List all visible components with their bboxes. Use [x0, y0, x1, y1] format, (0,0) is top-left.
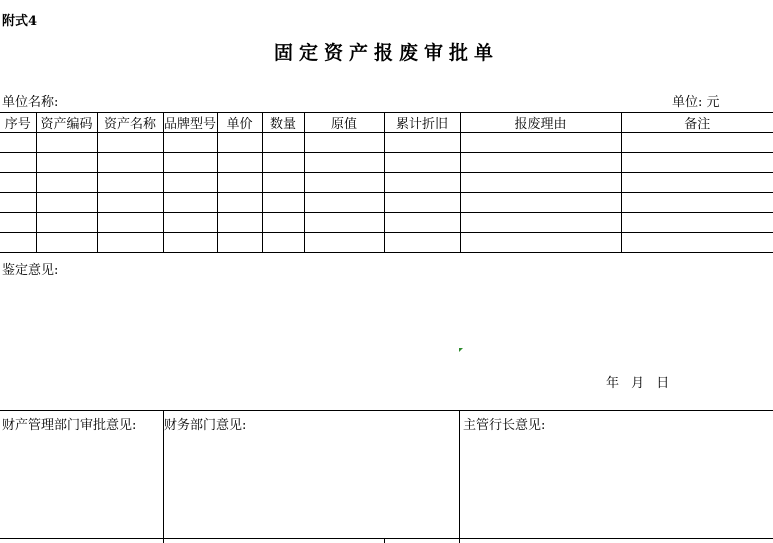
table-cell[interactable]	[304, 153, 384, 173]
col-header-remarks: 备注	[621, 113, 773, 133]
appendix-label: 附式4	[2, 14, 38, 29]
table-row	[0, 213, 773, 233]
finance-dept-opinion-label: 财务部门意见:	[164, 418, 247, 433]
table-cell[interactable]	[384, 153, 460, 173]
table-cell[interactable]	[304, 193, 384, 213]
asset-table	[0, 112, 773, 253]
table-cell[interactable]	[163, 193, 217, 213]
table-cell[interactable]	[36, 153, 97, 173]
form-title: 固定资产报废审批单	[273, 42, 499, 64]
table-cell[interactable]	[217, 193, 262, 213]
table-cell[interactable]	[621, 233, 773, 253]
table-cell[interactable]	[36, 213, 97, 233]
cell-marker	[459, 348, 463, 352]
table-cell[interactable]	[36, 193, 97, 213]
col-header-reason: 报废理由	[460, 113, 621, 133]
col-header-brand-model: 品牌型号	[163, 113, 217, 133]
table-cell[interactable]	[621, 173, 773, 193]
president-opinion-label: 主管行长意见:	[463, 418, 546, 433]
table-row	[0, 133, 773, 153]
table-cell[interactable]	[217, 213, 262, 233]
asset-dept-opinion-label: 财产管理部门审批意见:	[2, 418, 137, 433]
appraisal-date: 年 月 日	[606, 376, 670, 391]
table-cell[interactable]	[217, 233, 262, 253]
table-cell[interactable]	[460, 213, 621, 233]
table-cell[interactable]	[262, 133, 304, 153]
table-cell[interactable]	[163, 133, 217, 153]
unit-name-label: 单位名称:	[2, 95, 59, 110]
bottom-border	[0, 538, 773, 539]
column-divider	[459, 410, 460, 543]
table-cell[interactable]	[36, 233, 97, 253]
table-cell[interactable]	[97, 133, 163, 153]
table-cell[interactable]	[262, 233, 304, 253]
section-divider	[0, 410, 773, 411]
table-cell[interactable]	[460, 133, 621, 153]
table-cell[interactable]	[262, 193, 304, 213]
table-cell[interactable]	[460, 193, 621, 213]
table-cell[interactable]	[304, 173, 384, 193]
col-header-depreciation: 累计折旧	[384, 113, 460, 133]
table-cell[interactable]	[262, 153, 304, 173]
table-cell[interactable]	[621, 213, 773, 233]
table-cell[interactable]	[36, 133, 97, 153]
table-cell[interactable]	[262, 213, 304, 233]
col-header-unit-price: 单价	[217, 113, 262, 133]
col-header-asset-code: 资产编码	[36, 113, 97, 133]
table-cell[interactable]	[262, 173, 304, 193]
table-cell[interactable]	[0, 133, 36, 153]
col-header-original-value: 原值	[304, 113, 384, 133]
table-cell[interactable]	[97, 193, 163, 213]
table-cell[interactable]	[217, 153, 262, 173]
table-cell[interactable]	[163, 233, 217, 253]
col-header-seq: 序号	[0, 113, 36, 133]
col-header-quantity: 数量	[262, 113, 304, 133]
table-cell[interactable]	[460, 173, 621, 193]
table-cell[interactable]	[621, 193, 773, 213]
table-cell[interactable]	[0, 153, 36, 173]
table-cell[interactable]	[97, 233, 163, 253]
table-cell[interactable]	[304, 213, 384, 233]
table-cell[interactable]	[0, 193, 36, 213]
table-cell[interactable]	[163, 173, 217, 193]
table-cell[interactable]	[217, 173, 262, 193]
table-cell[interactable]	[0, 213, 36, 233]
table-cell[interactable]	[97, 213, 163, 233]
table-cell[interactable]	[384, 213, 460, 233]
table-row	[0, 173, 773, 193]
currency-unit-label: 单位: 元	[672, 95, 720, 110]
table-cell[interactable]	[384, 133, 460, 153]
table-cell[interactable]	[460, 153, 621, 173]
table-row	[0, 193, 773, 213]
table-cell[interactable]	[621, 133, 773, 153]
table-cell[interactable]	[0, 173, 36, 193]
column-divider	[384, 538, 385, 543]
table-cell[interactable]	[97, 153, 163, 173]
table-cell[interactable]	[36, 173, 97, 193]
table-header-row	[0, 113, 773, 133]
table-cell[interactable]	[217, 133, 262, 153]
table-row	[0, 153, 773, 173]
table-cell[interactable]	[304, 133, 384, 153]
table-cell[interactable]	[163, 153, 217, 173]
table-row	[0, 233, 773, 253]
table-cell[interactable]	[0, 233, 36, 253]
col-header-asset-name: 资产名称	[97, 113, 163, 133]
table-cell[interactable]	[163, 213, 217, 233]
appraisal-label: 鉴定意见:	[2, 263, 59, 278]
table-cell[interactable]	[304, 233, 384, 253]
table-cell[interactable]	[97, 173, 163, 193]
table-cell[interactable]	[384, 233, 460, 253]
table-cell[interactable]	[621, 153, 773, 173]
table-cell[interactable]	[384, 173, 460, 193]
table-cell[interactable]	[460, 233, 621, 253]
table-cell[interactable]	[384, 193, 460, 213]
